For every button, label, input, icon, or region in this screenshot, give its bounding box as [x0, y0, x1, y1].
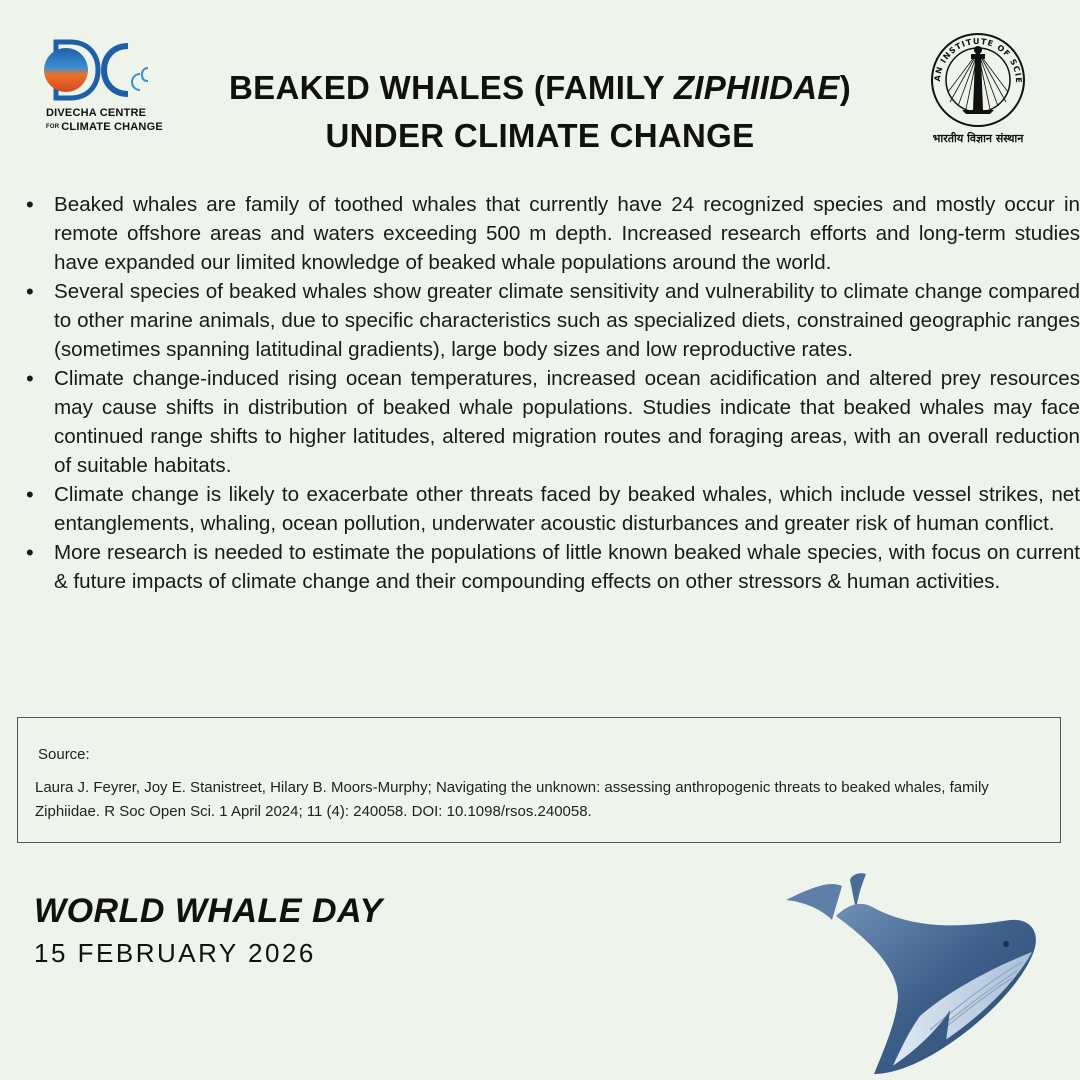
bullet-item: • More research is needed to estimate the populations of little known beaked whale species, with focus on current & future impacts of climate change and their compounding effects on other stressors & human activities.	[54, 538, 1080, 596]
dcc-logo	[36, 38, 166, 138]
dcc-logo-line1: DIVECHA CENTRE	[46, 107, 147, 119]
dcc-logo-text	[46, 106, 163, 134]
event-date: 15 FEBRUARY 2026	[34, 938, 316, 968]
bullet-item: • Beaked whales are family of toothed whales that currently have 24 recognized species and mostly occur in remote offshore areas and waters exceeding 500 m depth. Increased research efforts and long-term studies have expanded our limited knowledge of beaked whale populations around the world.	[54, 190, 1080, 277]
source-citation: Laura J. Feyrer, Joy E. Stanistreet, Hilary B. Moors-Murphy; Navigating the unknown: assessing anthropogenic threats to beaked whales, family Ziphiidae. R Soc Open Sci. 1 April 2024; 11 (4): 240058. DOI: 10.1098/rsos.240058.	[35, 779, 989, 820]
bullet-item: • Several species of beaked whales show greater climate sensitivity and vulnerability to climate change compared to other marine animals, due to specific characteristics such as specialized diets, constrained geographic ranges (sometimes spanning latitudinal gradients), large body sizes and low reproductive rates.	[54, 277, 1080, 364]
dcc-logo-icon	[36, 38, 166, 104]
iisc-caption: भारतीय विज्ञान संस्थान	[932, 132, 1024, 145]
iisc-logo	[918, 30, 1038, 152]
source-label: Source:	[38, 746, 90, 763]
page-title	[180, 64, 900, 160]
whale-illustration-icon	[770, 870, 1070, 1080]
title-line1-prefix: BEAKED WHALES (FAMILY	[229, 69, 674, 106]
title-line1-suffix: )	[839, 69, 851, 106]
source-box	[17, 717, 1061, 843]
title-line1-italic: ZIPHIIDAE	[673, 69, 840, 106]
whale-illustration	[770, 870, 1070, 1080]
event-title: WORLD WHALE DAY	[34, 892, 383, 930]
iisc-emblem-icon	[918, 30, 1038, 130]
dcc-logo-for: FOR	[46, 124, 60, 131]
bullet-item: • Climate change-induced rising ocean temperatures, increased ocean acidification and altered prey resources may cause shifts in distribution of beaked whale populations. Studies indicate that beaked whales may face continued range shifts to higher latitudes, altered migration routes and foraging areas, with an overall reduction of suitable habitats.	[54, 364, 1080, 480]
bullet-item: • Climate change is likely to exacerbate other threats faced by beaked whales, which include vessel strikes, net entanglements, whaling, ocean pollution, underwater acoustic disturbances and greater risk of human conflict.	[54, 480, 1080, 538]
title-line2: UNDER CLIMATE CHANGE	[325, 117, 755, 154]
dcc-logo-line2: CLIMATE CHANGE	[61, 121, 163, 133]
bullet-list	[22, 190, 1080, 596]
svg-text:INDIAN INSTITUTE OF SCIENCE: AN INSTITUTE OF SCIE	[932, 36, 1024, 84]
